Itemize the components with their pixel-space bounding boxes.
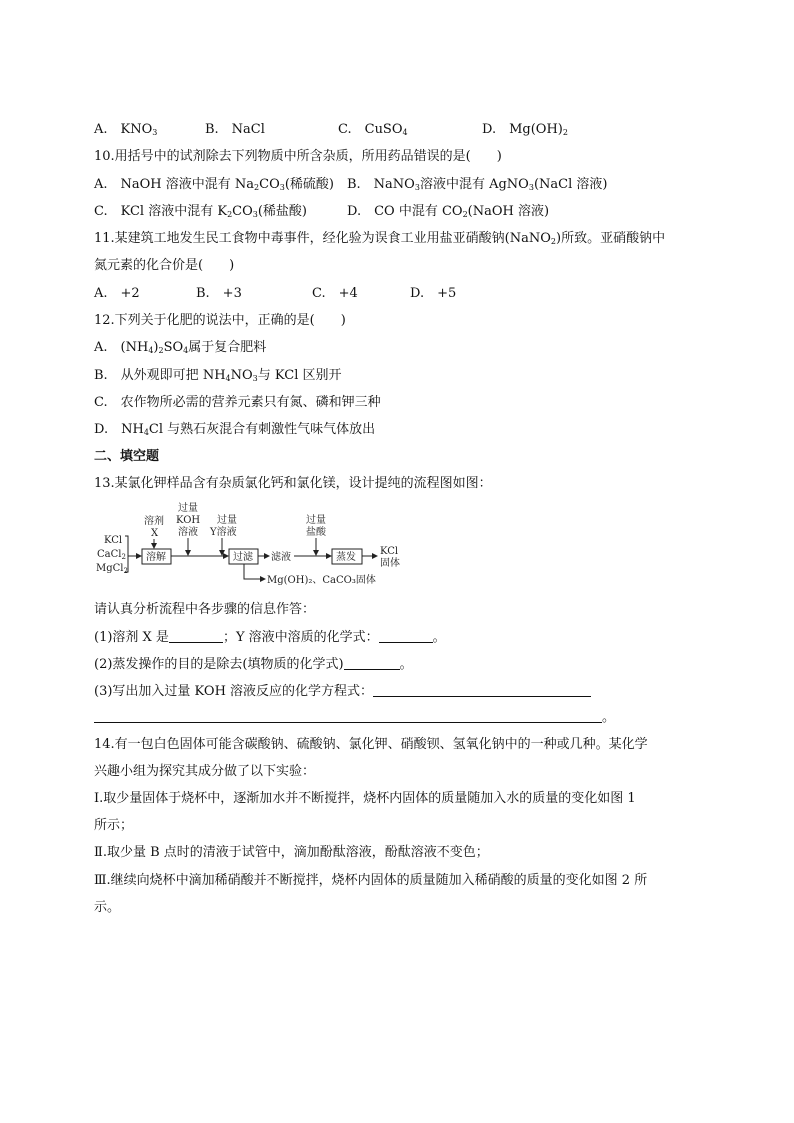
answer-blank-x[interactable]	[169, 629, 223, 643]
q10-option-d: D. CO 中混有 $CO_2(NaOH$ 溶液)	[347, 204, 550, 219]
step-filter: 过滤	[233, 552, 253, 563]
q13-flowchart	[94, 500, 414, 592]
input-kcl: KCl	[104, 535, 123, 546]
q13-part3: (3)写出加入过量 KOH 溶液反应的化学方程式：	[94, 683, 591, 700]
q13-part3-cont: 。	[94, 709, 615, 726]
input-cacl2: CaCl$_2$	[97, 549, 126, 561]
q10-option-c: C. KCl 溶液中混有 $K_2CO_3$(稀盐酸)	[94, 204, 308, 219]
q11-option-d: D. +5	[410, 286, 457, 301]
answer-blank-equation-1[interactable]	[373, 683, 591, 697]
q14-step3-cont: 示。	[94, 900, 121, 915]
q14-step1-cont: 所示；	[94, 818, 134, 833]
y-solution: Y溶液	[210, 527, 237, 538]
q11-stem-line2: 氮元素的化合价是( )	[94, 258, 235, 273]
koh-excess: 过量	[178, 503, 198, 514]
q9-option-d: D. $Mg(OH)_2$	[482, 122, 568, 137]
output-solid: 固体	[380, 558, 400, 569]
solvent-label: 溶剂	[144, 516, 164, 527]
q12-option-a: A. $(NH_4)_2SO_4$属于复合肥料	[94, 340, 267, 355]
answer-blank-equation-2[interactable]	[94, 709, 602, 723]
q9-option-a: A. $KNO_3$	[94, 122, 158, 137]
q11-option-c: C. +4	[312, 286, 358, 301]
q13-stem: 13.某氯化钾样品含有杂质氯化钙和氯化镁，设计提纯的流程图如图：	[94, 476, 492, 491]
q13-part1: (1)溶剂 X 是 ；Y 溶液中溶质的化学式： 。	[94, 630, 446, 645]
q11-option-b: B. +3	[196, 286, 242, 301]
koh-formula: KOH	[176, 515, 201, 526]
q12-option-b: B. 从外观即可把 $NH_4NO_3$与 KCl 区别开	[94, 368, 342, 383]
q11-option-a: A. +2	[94, 286, 140, 301]
q14-step3: Ⅲ.继续向烧杯中滴加稀硝酸并不断搅拌，烧杯内固体的质量随加入稀硝酸的质量的变化如图 2 所	[94, 873, 648, 888]
koh-solution: 溶液	[178, 527, 198, 538]
precipitate-label: Mg(OH)₂、CaCO₃固体	[267, 575, 376, 586]
q9-option-c: C. CuSO$_4$	[338, 122, 408, 137]
q10-stem: 10.用括号中的试剂除去下列物质中所含杂质，所用药品错误的是( )	[94, 149, 502, 164]
answer-blank-y[interactable]	[379, 629, 433, 643]
q14-line1: 14.有一包白色固体可能含碳酸钠、硫酸钠、氯化钾、硝酸钡、氢氧化钠中的一种或几种。某化学	[94, 737, 648, 752]
answer-blank-evaporate[interactable]	[344, 656, 400, 670]
hcl-excess: 过量	[306, 515, 326, 526]
q14-step2: Ⅱ.取少量 B 点时的清液于试管中，滴加酚酞溶液，酚酞溶液不变色；	[94, 845, 489, 860]
solvent-x: X	[151, 528, 159, 539]
q13-part2: (2)蒸发操作的目的是除去(填物质的化学式) 。	[94, 657, 413, 672]
q14-step1: Ⅰ.取少量固体于烧杯中，逐渐加水并不断搅拌，烧杯内固体的质量随加入水的质量的变化如图 1	[94, 791, 636, 806]
section-title: 二、填空题	[94, 449, 160, 464]
q12-stem: 12.下列关于化肥的说法中，正确的是( )	[94, 313, 346, 328]
q10-option-b: B. NaNO$_3$溶液中混有 AgNO$_3$(NaCl 溶液)	[347, 177, 608, 192]
input-mgcl2: MgCl$_2$	[96, 563, 128, 575]
q12-option-d: D. $NH_4Cl$ 与熟石灰混合有刺激性气味气体放出	[94, 422, 376, 437]
y-excess: 过量	[217, 515, 237, 526]
q10-option-a: A. NaOH 溶液中混有 $Na_2CO_3$(稀硫酸)	[94, 177, 334, 192]
q9-option-b: B. NaCl	[205, 122, 265, 137]
q14-line2: 兴趣小组为探究其成分做了以下实验：	[94, 764, 316, 779]
output-kcl: KCl	[380, 546, 399, 557]
step-dissolve: 溶解	[146, 552, 166, 563]
q12-option-c: C. 农作物所必需的营养元素只有氮、磷和钾三种	[94, 395, 381, 410]
step-evaporate: 蒸发	[336, 552, 356, 563]
q13-prompt: 请认真分析流程中各步骤的信息作答：	[94, 602, 316, 617]
hcl-label: 盐酸	[306, 527, 326, 538]
filtrate-label: 滤液	[271, 552, 291, 563]
q11-stem-line1: 11.某建筑工地发生民工食物中毒事件，经化验为误食工业用盐亚硝酸钠(NaNO$_2$)所致。亚硝酸钠中	[94, 231, 666, 246]
